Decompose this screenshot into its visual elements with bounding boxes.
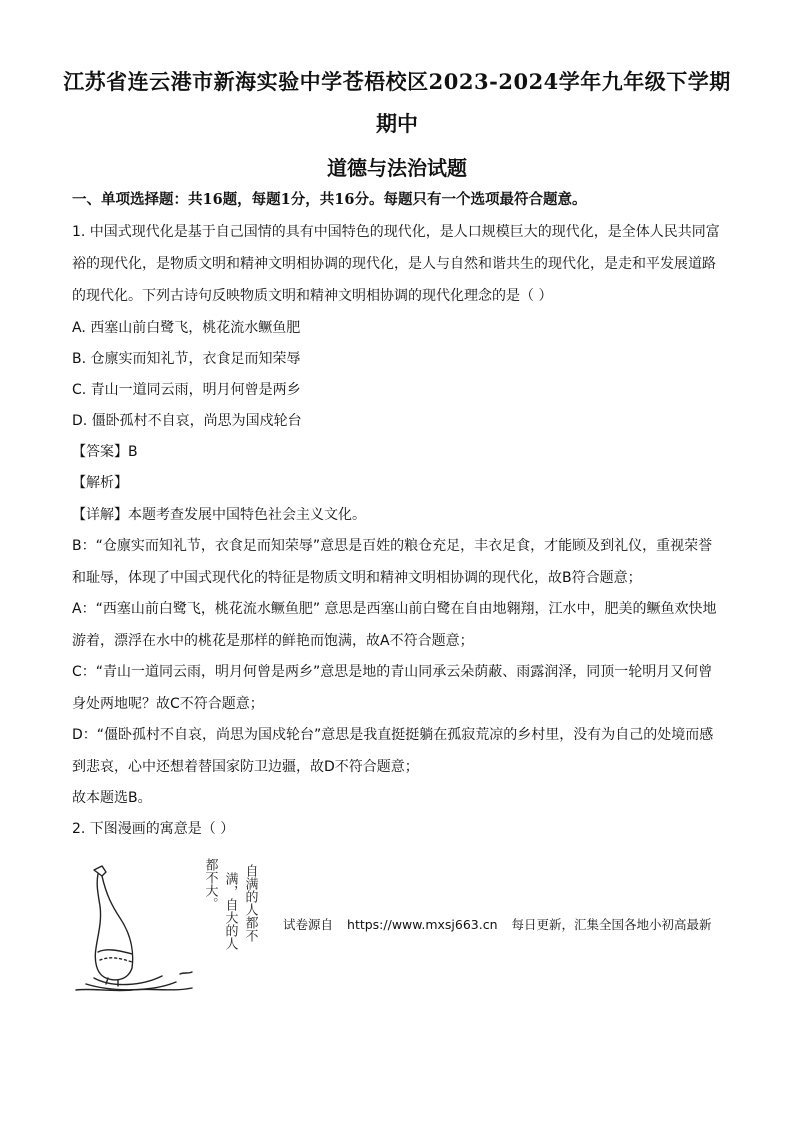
q1-option-d: D. 僵卧孤村不自哀，尚思为国戍轮台 (72, 413, 302, 429)
explanation-line: 到悲哀，心中还想着替国家防卫边疆，故D不符合题意； (72, 759, 419, 775)
q1-stem-line: 裕的现代化，是物质文明和精神文明相协调的现代化，是人与自然和谐共生的现代化，是走和平发展道路 (72, 256, 716, 272)
explanation-line: 和耻辱，体现了中国式现代化的特征是物质文明和精神文明相协调的现代化，故B符合题意； (72, 570, 642, 586)
q1-analysis-tag: 【解析】 (72, 475, 128, 491)
q1-detail (72, 505, 732, 525)
explanation-line: B：“仓廪实而知礼节，衣食足而知荣辱”意思是百姓的粮仓充足，丰衣足食，才能顾及到礼仪，重视荣誉 (72, 538, 713, 554)
q1-option-a: A. 西塞山前白鹭飞，桃花流水鳜鱼肥 (72, 320, 301, 336)
q1-stem-line: 的现代化。下列古诗句反映物质文明和精神文明相协调的现代化理念的是（ ） (72, 288, 553, 304)
answer-tag: 【答案】 (72, 444, 128, 460)
q1-stem-line: 1. 中国式现代化是基于自己国情的具有中国特色的现代化，是人口规模巨大的现代化，是全体人民共同富 (72, 224, 720, 240)
explanation-line: D：“僵卧孤村不自哀，尚思为国戍轮台”意思是我直挺挺躺在孤寂荒凉的乡村里，没有为自己的处境而感 (72, 727, 714, 743)
q1-answer (72, 442, 732, 462)
detail-tag: 【详解】 (72, 507, 128, 523)
document-title-continued: 期中 (376, 111, 418, 136)
footer-slogan: 每日更新，汇集全国各地小初高最新 (511, 917, 712, 932)
answer-value: B (128, 444, 138, 460)
explanation-line: 故本题选B。 (72, 790, 152, 806)
document-title: 江苏省连云港市新海实验中学苍梧校区2023-2024学年九年级下学期 (63, 69, 731, 94)
footer-source-label: 试卷源自 (283, 917, 334, 932)
q1-option-c: C. 青山一道同云雨，明月何曾是两乡 (72, 382, 301, 398)
document-subtitle: 道德与法治试题 (327, 156, 467, 180)
explanation-line: A：“西塞山前白鹭飞，桃花流水鳜鱼肥” 意思是西塞山前白鹭在自由地翱翔，江水中，肥美的鳜鱼欢快地 (72, 601, 717, 617)
q1-option-b: B. 仓廪实而知礼节，衣食足而知荣辱 (72, 351, 301, 367)
section-heading: 一、单项选择题：共16题，每题1分，共16分。每题只有一个选项最符合题意。 (72, 191, 587, 208)
explanation-line: 身处两地呢？故C不符合题意； (72, 696, 264, 712)
explanation-line: C：“青山一道同云雨，明月何曾是两乡”意思是地的青山同承云朵荫蔽、雨露润泽，同顶一轮明月又何曾 (72, 664, 713, 680)
cartoon-caption-line2: 满，自大的人 (222, 872, 238, 950)
cartoon-image (72, 856, 272, 996)
source-footer (283, 915, 726, 933)
detail-text: 本题考查发展中国特色社会主义文化。 (128, 507, 366, 523)
explanation-line: 游着，漂浮在水中的桃花是那样的鲜艳而饱满，故A不符合题意； (72, 633, 474, 649)
cartoon-caption-line3: 都不大。 (202, 858, 218, 910)
cartoon-caption-line1: 自满的人都不 (242, 864, 258, 942)
q2-stem: 2. 下图漫画的寓意是（ ） (72, 821, 235, 837)
footer-url-link[interactable]: https://www.mxsj663.cn (347, 917, 498, 932)
